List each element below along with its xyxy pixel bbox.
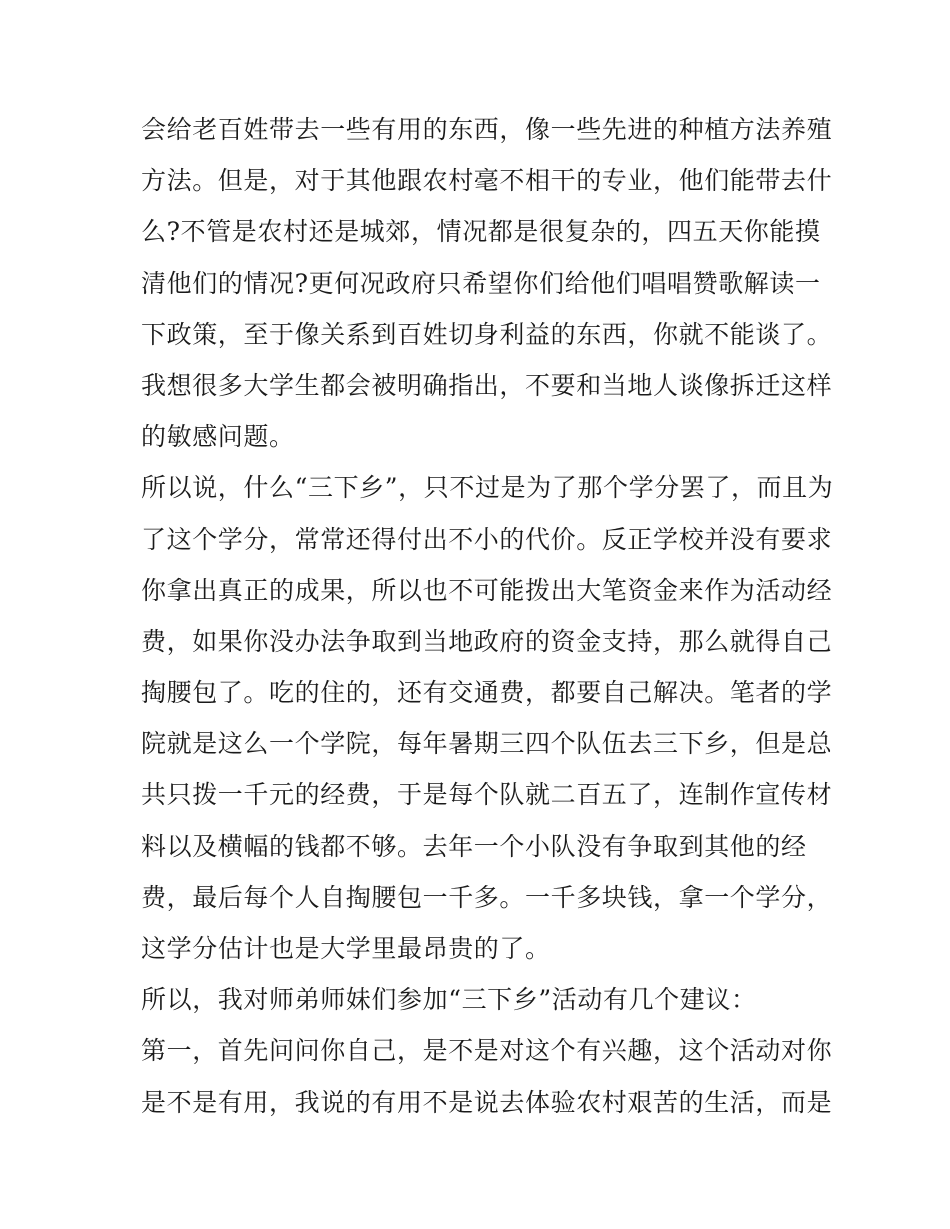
text-line: 所以，我对师弟师妹们参加“三下乡”活动有几个建议：: [141, 985, 757, 1015]
text-line: 是不是有用，我说的有用不是说去体验农村艰苦的生活，而是: [141, 1087, 833, 1117]
text-line: 所以说，什么“三下乡”，只不过是为了那个学分罢了，而且为: [141, 473, 834, 503]
text-line: 费，最后每个人自掏腰包一千多。一千多块钱，拿一个学分，: [141, 882, 833, 912]
text-line: 第一，首先问问你自己，是不是对这个有兴趣，这个活动对你: [141, 1036, 833, 1066]
text-line: 的敏感问题。: [141, 422, 295, 452]
text-line: 了这个学分，常常还得付出不小的代价。反正学校并没有要求: [141, 524, 833, 554]
text-line: 你拿出真正的成果，所以也不可能拨出大笔资金来作为活动经: [141, 575, 833, 605]
text-line: 掏腰包了。吃的住的，还有交通费，都要自己解决。笔者的学: [141, 678, 833, 708]
text-line: 么?不管是农村还是城郊，情况都是很复杂的，四五天你能摸: [141, 217, 821, 247]
text-line: 这学分估计也是大学里最昂贵的了。: [141, 934, 551, 963]
text-line: 院就是这么一个学院，每年暑期三四个队伍去三下乡，但是总: [141, 729, 833, 759]
text-line: 清他们的情况?更何况政府只希望你们给他们唱唱赞歌解读一: [141, 268, 821, 298]
text-line: 费，如果你没办法争取到当地政府的资金支持，那么就得自己: [141, 626, 833, 656]
text-line: 共只拨一千元的经费，于是每个队就二百五了，连制作宣传材: [141, 780, 833, 810]
text-line: 我想很多大学生都会被明确指出，不要和当地人谈像拆迁这样: [141, 370, 833, 400]
text-line: 会给老百姓带去一些有用的东西，像一些先进的种植方法养殖: [141, 115, 833, 144]
text-line: 料以及横幅的钱都不够。去年一个小队没有争取到其他的经: [141, 831, 807, 861]
text-line: 方法。但是，对于其他跟农村毫不相干的专业，他们能带去什: [141, 166, 833, 196]
document-body: [141, 104, 834, 1128]
text-line: 下政策，至于像关系到百姓切身利益的东西，你就不能谈了。: [141, 319, 833, 349]
